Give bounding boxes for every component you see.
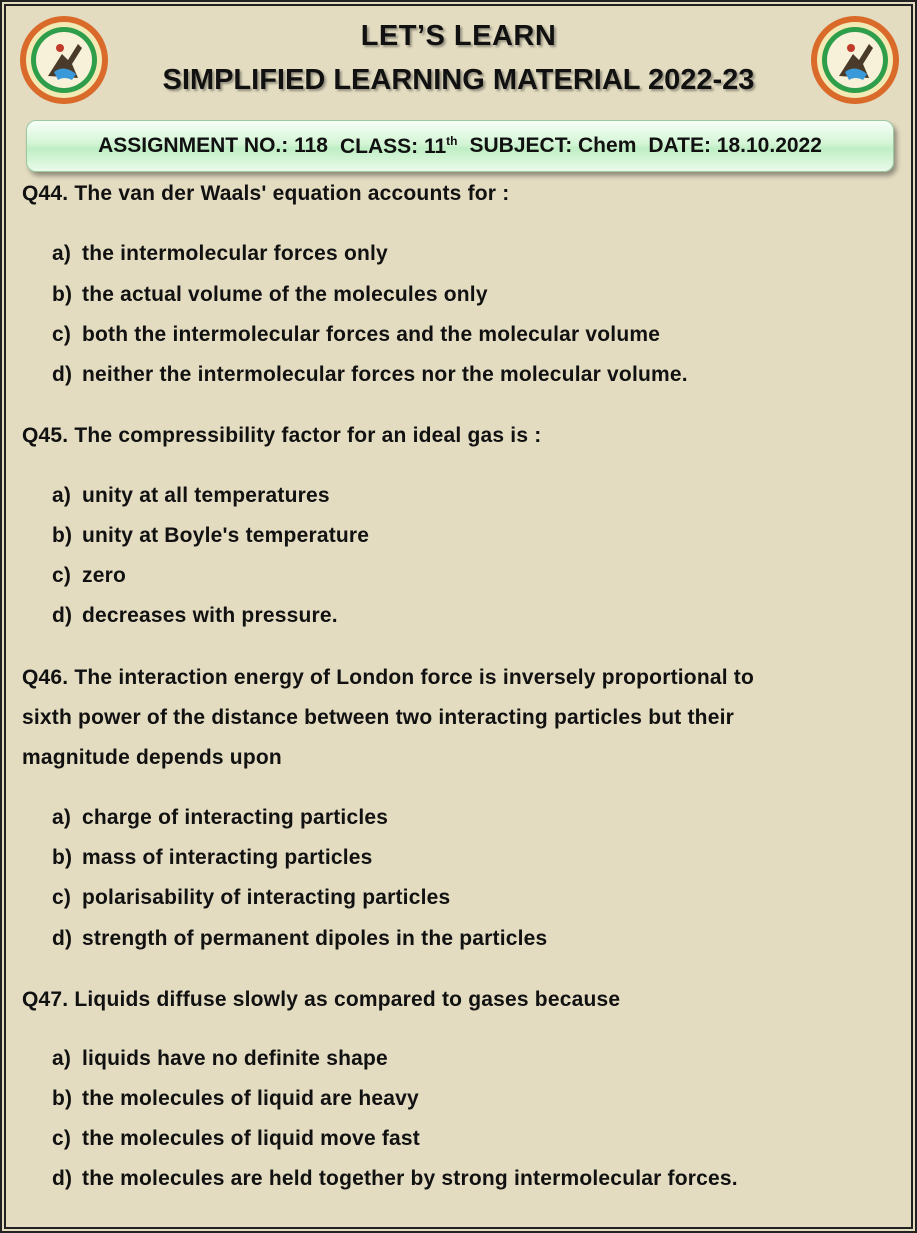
option-item: b) mass of interacting particles: [52, 846, 373, 869]
option-item: a) charge of interacting particles: [52, 806, 389, 829]
option-item: b) the actual volume of the molecules only: [52, 283, 488, 306]
assignment-banner: [26, 120, 894, 172]
option-item: b) the molecules of liquid are heavy: [52, 1087, 419, 1110]
option-item: a) the intermolecular forces only: [52, 242, 388, 265]
subject-label: SUBJECT: Chem: [469, 134, 637, 157]
option-item: d) the molecules are held together by strong intermolecular forces.: [52, 1167, 738, 1190]
header-title-line2: SIMPLIFIED LEARNING MATERIAL 2022-23: [162, 64, 755, 96]
option-item: c) polarisability of interacting particles: [52, 886, 451, 909]
option-item: d) neither the intermolecular forces nor the molecular volume.: [52, 363, 688, 386]
question-stem: Q44. The van der Waals' equation accounts for :: [22, 182, 510, 205]
question-stem: Q47. Liquids diffuse slowly as compared to gases because: [22, 988, 621, 1011]
option-item: c) both the intermolecular forces and the molecular volume: [52, 323, 661, 346]
question-stem: Q45. The compressibility factor for an ideal gas is :: [22, 424, 542, 447]
question-stem: Q46. The interaction energy of London force is inversely proportional to sixth power of the distance between two interacting particles but their magnitude depends upon: [22, 666, 755, 769]
option-item: a) unity at all temperatures: [52, 484, 330, 507]
option-item: b) unity at Boyle's temperature: [52, 524, 370, 547]
option-item: d) decreases with pressure.: [52, 604, 338, 627]
option-item: a) liquids have no definite shape: [52, 1047, 388, 1070]
option-item: c) the molecules of liquid move fast: [52, 1127, 420, 1150]
header-title-line1: LET’S LEARN: [360, 20, 557, 52]
class-label: CLASS: 11th: [339, 133, 458, 158]
option-item: c) zero: [52, 564, 126, 587]
assignment-number: ASSIGNMENT NO.: 118: [98, 134, 328, 157]
option-item: d) strength of permanent dipoles in the particles: [52, 927, 548, 950]
date-label: DATE: 18.10.2022: [648, 134, 822, 157]
